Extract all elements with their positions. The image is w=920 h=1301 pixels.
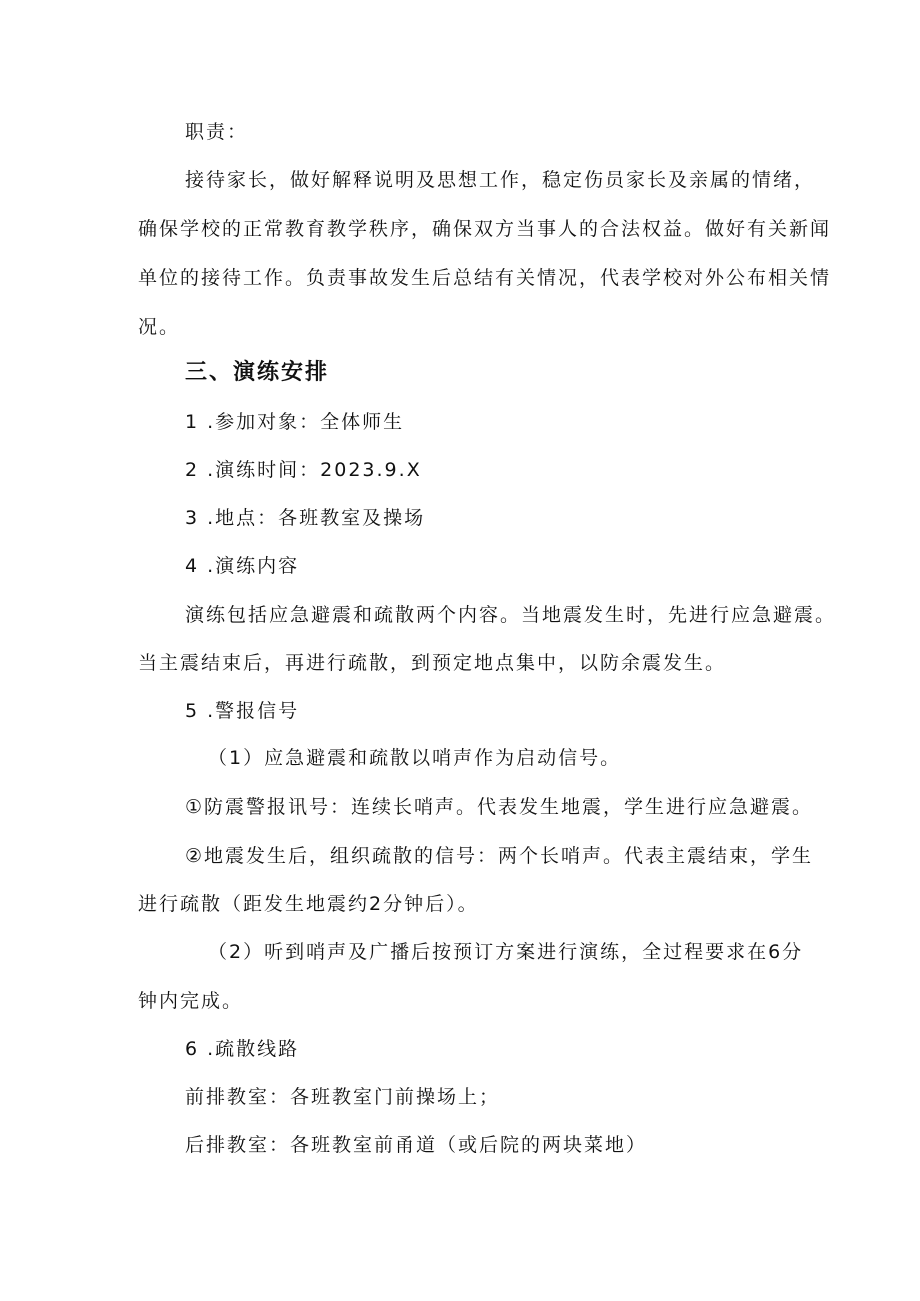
list-item: 1 .参加对象：全体师生 bbox=[185, 411, 405, 433]
sub-item: ②地震发生后，组织疏散的信号：两个长哨声。代表主震结束，学生 bbox=[185, 845, 814, 867]
paragraph-line: 当主震结束后，再进行疏散，到预定地点集中，以防余震发生。 bbox=[138, 652, 727, 674]
list-item: 3 .地点：各班教室及操场 bbox=[185, 507, 426, 529]
paragraph-line: 钟内完成。 bbox=[138, 990, 244, 1012]
route-line: 后排教室：各班教室前甬道（或后院的两块菜地） bbox=[185, 1134, 648, 1156]
paragraph-line: 接待家长，做好解释说明及思想工作，稳定伤员家长及亲属的情绪， bbox=[185, 169, 816, 191]
route-line: 前排教室：各班教室门前操场上； bbox=[185, 1086, 501, 1108]
paragraph-line: 进行疏散（距发生地震约2分钟后）。 bbox=[138, 893, 479, 915]
paragraph-line: 确保学校的正常教育教学秩序，确保双方当事人的合法权益。做好有关新闻 bbox=[138, 218, 832, 240]
section-heading: 三、演练安排 bbox=[185, 360, 330, 385]
sub-item: ①防震警报讯号：连续长哨声。代表发生地震，学生进行应急避震。 bbox=[185, 796, 814, 818]
sub-item: （2）听到哨声及广播后按预订方案进行演练，全过程要求在6分 bbox=[208, 941, 804, 963]
paragraph-line: 演练包括应急避震和疏散两个内容。当地震发生时，先进行应急避震。 bbox=[185, 604, 837, 626]
list-item: 5 .警报信号 bbox=[185, 700, 300, 722]
list-item: 6 .疏散线路 bbox=[185, 1038, 300, 1060]
list-item: 2 .演练时间：2023.9.X bbox=[185, 459, 422, 481]
duty-label: 职责： bbox=[185, 121, 249, 143]
paragraph-line: 况。 bbox=[138, 316, 181, 338]
list-item: 4 .演练内容 bbox=[185, 555, 300, 577]
paragraph-line: 单位的接待工作。负责事故发生后总结有关情况，代表学校对外公布相关情 bbox=[138, 267, 832, 289]
sub-item: （1）应急避震和疏散以哨声作为启动信号。 bbox=[208, 747, 622, 769]
